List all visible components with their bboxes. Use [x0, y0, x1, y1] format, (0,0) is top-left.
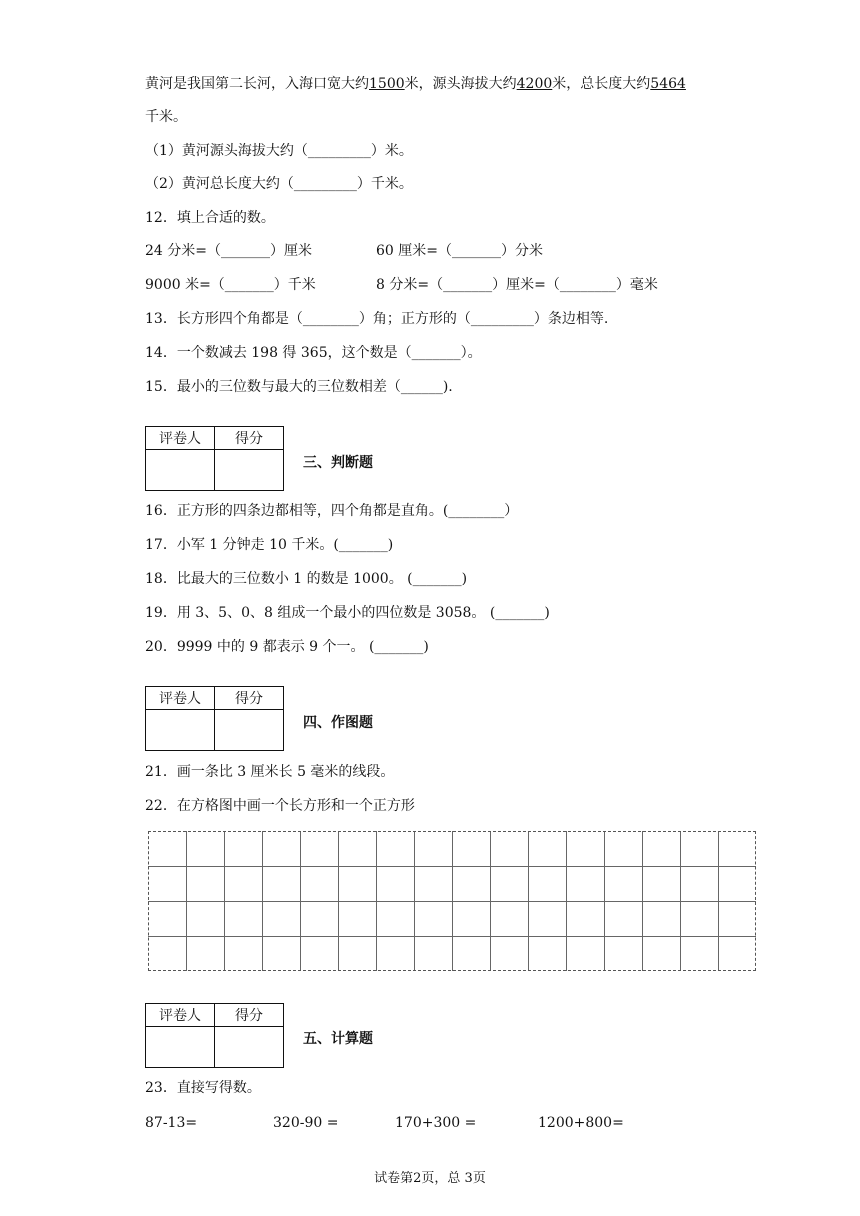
q16: 16．正方形的四条边都相等，四个角都是直角。(________）: [145, 503, 519, 519]
length-value: 5464: [650, 76, 686, 92]
width-value: 1500: [369, 76, 405, 92]
expr-4: 1200+800=: [538, 1115, 624, 1131]
q22: 22．在方格图中画一个长方形和一个正方形: [145, 798, 415, 814]
section4-title: 四、作图题: [303, 715, 373, 731]
q18: 18．比最大的三位数小 1 的数是 1000。 (_______): [145, 571, 468, 587]
q12-r1c2: 60 厘米=（_______）分米: [376, 243, 543, 259]
reviewer-cell[interactable]: [146, 1027, 215, 1068]
q21: 21．画一条比 3 厘米长 5 毫米的线段。: [145, 764, 395, 780]
q14: 14．一个数减去 198 得 365，这个数是（_______）。: [145, 345, 482, 361]
q15: 15．最小的三位数与最大的三位数相差（______).: [145, 379, 453, 395]
section3-title: 三、判断题: [303, 455, 373, 471]
q13: 13．长方形四个角都是（________）角；正方形的（_________）条边相等.: [145, 311, 609, 327]
q11-part2: （2）黄河总长度大约（_________）千米。: [145, 176, 413, 192]
q19: 19．用 3、5、0、8 组成一个最小的四位数是 3058。 (_______): [145, 605, 550, 621]
page-footer: 试卷第2页，总 3页: [374, 1171, 486, 1186]
q12-title: 12．填上合适的数。: [145, 210, 275, 226]
passage-line-2: 千米。: [145, 109, 187, 125]
passage-text: 黄河是我国第二长河，入海口宽大约: [145, 76, 369, 92]
score-header: 得分: [215, 1004, 284, 1027]
score-cell[interactable]: [215, 710, 284, 751]
passage-line-1: [145, 74, 686, 94]
reviewer-cell[interactable]: [146, 450, 215, 491]
q23: 23．直接写得数。: [145, 1080, 261, 1096]
reviewer-header: 评卷人: [146, 687, 215, 710]
passage-text: 米，总长度大约: [552, 76, 651, 92]
expr-2: 320-90 =: [273, 1115, 339, 1131]
score-header: 得分: [215, 427, 284, 450]
expr-1: 87-13=: [145, 1115, 198, 1131]
score-cell[interactable]: [215, 450, 284, 491]
reviewer-header: 评卷人: [146, 427, 215, 450]
expr-3: 170+300 =: [395, 1115, 477, 1131]
reviewer-header: 评卷人: [146, 1004, 215, 1027]
drawing-grid[interactable]: [148, 831, 756, 971]
q20: 20．9999 中的 9 都表示 9 个一。 (_______): [145, 639, 429, 655]
score-header: 得分: [215, 687, 284, 710]
passage-text: 米，源头海拔大约: [404, 76, 517, 92]
score-table: [145, 1003, 284, 1068]
altitude-value: 4200: [516, 76, 553, 92]
score-table: [145, 426, 284, 491]
q12-r1c1: 24 分米=（_______）厘米: [145, 243, 312, 259]
score-cell[interactable]: [215, 1027, 284, 1068]
score-table: [145, 686, 284, 751]
reviewer-cell[interactable]: [146, 710, 215, 751]
q12-r2c2: 8 分米=（_______）厘米=（________）毫米: [376, 277, 658, 293]
q12-r2c1: 9000 米=（_______）千米: [145, 277, 316, 293]
section5-title: 五、计算题: [303, 1031, 373, 1047]
q11-part1: （1）黄河源头海拔大约（_________）米。: [145, 143, 413, 159]
q17: 17．小军 1 分钟走 10 千米。(_______): [145, 537, 394, 553]
